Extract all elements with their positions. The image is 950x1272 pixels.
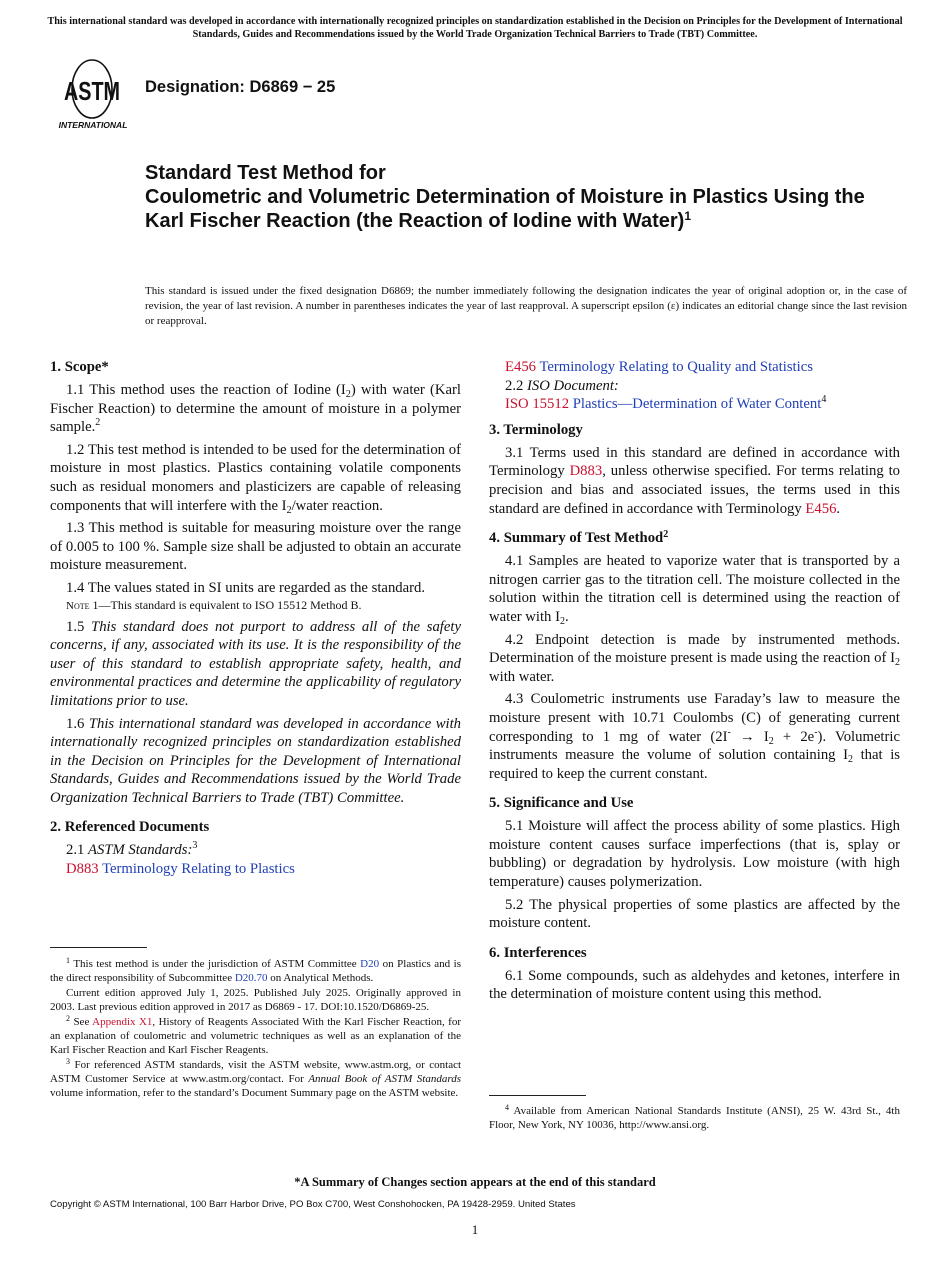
para-6-1: 6.1 Some compounds, such as aldehydes and ketones, interfere in the determination of moisture content using this method. [489, 967, 900, 1003]
section-5-heading: 5. Significance and Use [489, 795, 634, 812]
section-1-heading: 1. Scope* [50, 359, 109, 375]
section-6-heading: 6. Interferences [489, 944, 587, 961]
section-2-heading: 2. Referenced Documents [50, 819, 210, 836]
para-4-2: 4.2 Endpoint detection is made by instrumented methods. Determination of the moisture present is made using the reaction of $I_2$ with water. [489, 631, 900, 685]
link-d883[interactable]: D883 [569, 463, 603, 480]
footnote-rule-right [489, 1095, 586, 1096]
page-number: 1 [471, 1222, 479, 1237]
para-1-3: 1.3 This method is suitable for measuring moisture over the range of 0.005 to 100 %. Sample size shall be adjusted to obtain an accurate moisture measurement. [50, 520, 461, 574]
footnote-2: $^2$ See Appendix X1, History of Reagents Associated With the Karl Fischer Reaction, for an explanation of coulometric and volumetric techniques as well as an explanation of the Karl Fischer Reaction and Karl Fischer Reagents. [50, 1014, 461, 1056]
summary-of-changes-note: *A Summary of Changes section appears at the end of this standard [294, 1175, 656, 1189]
para-1-4: 1.4 The values stated in SI units are regarded as the standard. [66, 579, 426, 596]
document-title [145, 161, 905, 233]
link-e456[interactable]: E456 [805, 500, 837, 517]
para-3-1: 3.1 Terms used in this standard are defined in accordance with Terminology D883, unless otherwise specified. For terms relating to precision and bias and associated issues, the terms used in this standard are defined in accordance with Terminology E456. [489, 444, 901, 517]
footnotes-right [489, 1104, 900, 1133]
para-4-1: 4.1 Samples are heated to vaporize water that is transported by a nitrogen carrier gas to the titration cell. The moisture collected in the solution within the titration cell is determined using the reaction of water with $I_2$. [489, 553, 900, 627]
footnote-3: $^3$ For referenced ASTM standards, visit the ASTM website, www.astm.org, or contact ASTM Customer Service at www.astm.org/contact. For Annual Book of ASTM Standards volume information, refer to the standard’s Document Summary page on the ASTM website. [50, 1057, 462, 1099]
section-3-heading: 3. Terminology [489, 421, 583, 438]
footnote-4: $^4$ Available from American National Standards Institute (ANSI), 25 W. 43rd St., 4th Floor, New York, NY 10036, http://www.ansi.org. [489, 1103, 900, 1131]
ref-d883[interactable]: D883 Terminology Relating to Plastics [66, 861, 295, 878]
logo-subtext: INTERNATIONAL [58, 120, 128, 130]
ref-iso-15512[interactable]: ISO 15512 Plastics—Determination of Water Content$^4$ [505, 394, 827, 413]
copyright: Copyright © ASTM International, 100 Barr Harbor Drive, PO Box C700, West Conshohocken, PA 19428-2959. United States [50, 1199, 576, 1210]
wto-notice: This international standard was developed in accordance with internationally recognized principles on standardization established in the Decision on Principles for the Development of International Standards, Guides and Recommendations issued by the World Trade Organization Technical Barriers to Trade (TBT) Committee. [47, 16, 903, 40]
designation: Designation: D6869 − 25 [145, 78, 336, 96]
right-column [489, 358, 900, 1008]
para-1-5: 1.5 This standard does not purport to address all of the safety concerns, if any, associated with its use. It is the responsibility of the user of this standard to establish appropriate safety, health, and environmental practices and determine the applicability of regulatory limitations prior to use. [50, 618, 462, 709]
issued-statement: This standard is issued under the fixed designation D6869; the number immediately following the designation indicates the year of original adoption or, in the case of revision, the year of last revision. A number in parentheses indicates the year of last reapproval. A superscript epsilon (ε) indicates an editorial change since the last revision or reapproval. [145, 285, 907, 327]
para-5-1: 5.1 Moisture will affect the process ability of some plastics. High moisture content causes surface imperfections (that is, splay or bubbling) or degradation by hydrolysis. Low moisture (with high temperature) causes polymerization. [489, 818, 900, 891]
logo-wordmark: ASTM [64, 76, 120, 106]
para-5-2: 5.2 The physical properties of some plastics are affected by the moisture content. [489, 896, 900, 932]
astm-logo [52, 55, 134, 131]
link-appendix-x1[interactable]: Appendix X1 [92, 1016, 153, 1028]
para-1-1: 1.1 This method uses the reaction of Iodine $(I_2)$ with water (Karl Fischer Reaction) to determine the amount of moisture in a polymer sample.$^2$ [50, 382, 461, 436]
para-4-3: 4.3 Coulometric instruments use Faraday’s law to measure the moisture present with 10.71 Coulombs (C) of generating current corresponding to 1 mg of water $(2I^- \to I_2 + 2e^-)$. Volumetric instruments measure the volume of solution containing $I_2$ that is required to keep the current constant. [489, 691, 900, 782]
note-1: Note 1—This standard is equivalent to ISO 15512 Method B. [66, 597, 362, 612]
link-d20-70[interactable]: D20.70 [234, 972, 268, 984]
para-2-1: 2.1 ASTM Standards:$^3$ [66, 840, 198, 859]
left-column [50, 358, 461, 879]
title-footnote-mark: 1 [684, 209, 692, 223]
footnotes-left [50, 957, 461, 1101]
footnote-rule-left [50, 947, 147, 948]
footnote-1-edition: Current edition approved July 1, 2025. Published July 2025. Originally approved in 2003. Last previous edition approved in 2017 as D6869 - 17. DOI:10.1520/D6869-25. [50, 987, 461, 1013]
title-line-1: Standard Test Method for [145, 162, 386, 184]
para-1-6: 1.6 This international standard was developed in accordance with internationally recognized principles on standardization established in the Decision on Principles for the Development of International Standards, Guides and Recommendations issued by the World Trade Organization Technical Barriers to Trade (TBT) Committee. [50, 715, 461, 806]
footnote-1: $^1$ This test method is under the jurisdiction of ASTM Committee D20 on Plastics and is the direct responsibility of Subcommittee D20.70 on Analytical Methods. [50, 956, 461, 984]
link-d20[interactable]: D20 [360, 958, 380, 970]
para-1-2: 1.2 This test method is intended to be used for the determination of moisture in most plastics. Plastics containing volatile components such as residual monomers and plasticizers are capable of releasing components that will interfere with the $I_2$/water reaction. [50, 441, 461, 516]
title-main: Coulometric and Volumetric Determination of Moisture in Plastics Using the Karl Fischer Reaction (the Reaction of Iodine with Water)$^1$ [145, 186, 865, 232]
ref-e456[interactable]: E456 Terminology Relating to Quality and Statistics [505, 359, 813, 375]
section-4-heading: 4. Summary of Test Method$^2$ [489, 529, 669, 547]
para-2-2: 2.2 ISO Document: [505, 377, 619, 394]
